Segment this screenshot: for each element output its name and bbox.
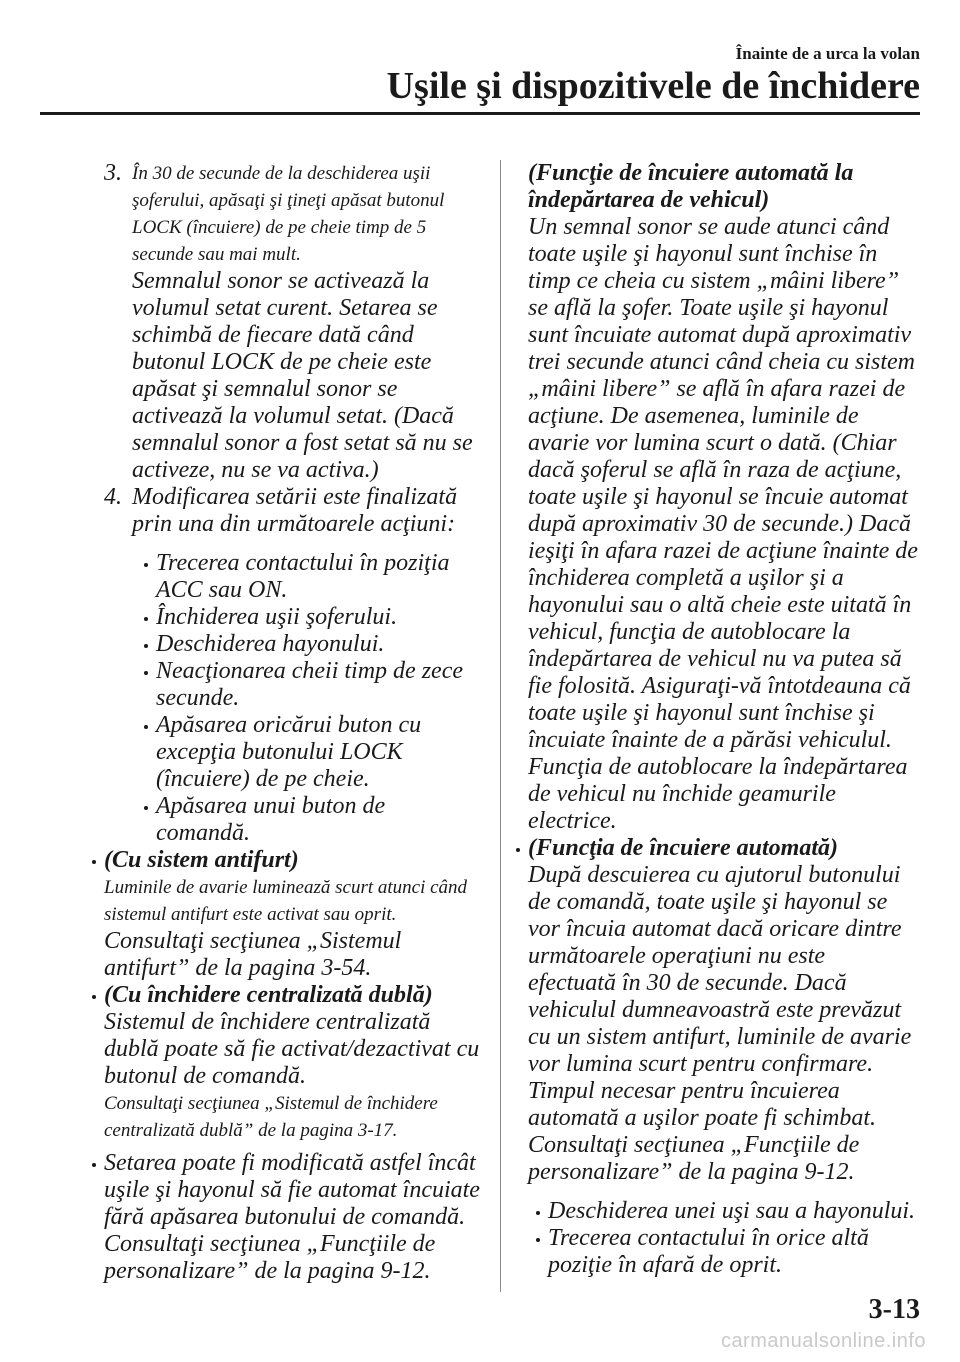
antitheft-reference: Consultaţi secţiunea „Sistemul antifurt” de la pagina 3-54. [104,928,402,981]
list-item: Deschiderea unei uşi sau a hayonului. [528,1198,918,1225]
list-item: Închiderea uşii şoferului. [104,604,484,631]
step-4-description: Modificarea setării este finalizată prin una din următoarele acţiuni: [132,484,458,537]
list-item: Apăsarea unui buton de comandă. [104,793,484,847]
antitheft-note: Luminile de avarie luminează scurt atunci când sistemul antifurt este activat sau oprit. [104,877,468,925]
auto-lock-description: După descuierea cu ajutorul butonului de comandă, toate uşile şi hayonul se vor încuia automat dacă oricare dintre următoarele operaţiuni nu este efectuată în 30 de secunde. Dacă vehiculul dumneavoastră este prevăzut cu un sistem antifurt, luminile de avarie vor lumina scurt pentru confirmare. Timpul necesar pentru încuierea automată a uşilor poate fi schimbat. Consultaţi secţiunea „Funcţiile de personalizare” de la pagina 9-12. [528,862,912,1185]
auto-lock-list [528,1198,918,1279]
list-item: Deschiderea hayonului. [104,631,484,658]
header-rule [40,112,920,115]
setting-note: Setarea poate fi modificată astfel încât uşile şi hayonul să fie automat încuiate fără apăsarea butonului de comandă. Consultaţi secţiunea „Funcţiile de personalizare” de la pagina 9-12. [104,1150,484,1285]
list-item: Trecerea contactului în poziţia ACC sau ON. [104,550,484,604]
page-header-title: Uşile şi dispozitivele de închidere [386,65,920,107]
walkaway-lock-description: Un semnal sonor se aude atunci când toate uşile şi hayonul sunt închise în timp ce cheia cu sistem „mâini libere” se află la şofer. Toate uşile şi hayonul sunt încuiate automat după aproximativ trei secunde atunci când cheia cu sistem „mâini libere” se află în afara razei de acţiune. De asemenea, luminile de avarie vor lumina scurt o dată. (Chiar dacă şoferul se află în raza de acţiune, toate uşile şi hayonul se încuie automat după aproximativ 30 de secunde.) Dacă ieşiţi în afara razei de acţiune înainte de închiderea completă a uşilor şi a hayonului sau o altă cheie este uitată în vehicul, funcţia de autoblocare la îndepărtarea de vehicul nu va putea să fie folosită. Asiguraţi-vă întotdeauna că toate uşile şi hayonul sunt închise şi încuiate înainte de a părăsi vehiculul. Funcţia de autoblocare la îndepărtarea de vehicul nu închide geamurile electrice. [528,214,918,834]
column-divider [500,160,501,1292]
step-3-number: 3. [104,160,122,186]
double-lock-section [104,982,484,1144]
left-column [104,160,484,1285]
double-lock-title: (Cu închidere centralizată dublă) [104,982,433,1008]
antitheft-section [104,847,484,982]
auto-lock-section [528,835,918,1186]
step-3-instruction: În 30 de secunde de la deschiderea uşii şoferului, apăsaţi şi ţineţi apăsat butonul LOCK (încuiere) de pe cheie timp de 5 secunde sau mai mult. [132,163,445,265]
list-item: Trecerea contactului în orice altă poziţie în afară de oprit. [528,1225,918,1279]
antitheft-title: (Cu sistem antifurt) [104,847,299,873]
step-3-description: Semnalul sonor se activează la volumul setat curent. Setarea se schimbă de fiecare dată când butonul LOCK de pe cheie este apăsat şi semnalul sonor se activează la volumul setat. (Dacă semnalul sonor a fost setat să nu se activeze, nu se va activa.) [132,268,473,483]
page-number: 3-13 [868,1294,920,1325]
auto-lock-title: (Funcţia de încuiere automată) [528,835,839,861]
list-item: Apăsarea oricărui buton cu excepţia butonului LOCK (încuiere) de pe cheie. [104,712,484,793]
step-3 [104,160,484,484]
right-column [528,160,918,1279]
watermark: carmanualsonline.info [720,1330,926,1352]
walkaway-lock-title: (Funcţie de încuiere automată la îndepărtarea de vehicul) [528,160,854,213]
double-lock-reference: Consultaţi secţiunea „Sistemul de închidere centralizată dublă” de la pagina 3-17. [104,1093,438,1141]
page-header-chapter: Înainte de a urca la volan [735,44,920,63]
step-4-list [104,550,484,847]
step-4-number: 4. [104,484,122,510]
double-lock-description: Sistemul de închidere centralizată dublă poate să fie activat/dezactivat cu butonul de comandă. [104,1009,480,1089]
step-4 [104,484,484,538]
walkaway-lock-section [528,160,918,835]
list-item: Neacţionarea cheii timp de zece secunde. [104,658,484,712]
